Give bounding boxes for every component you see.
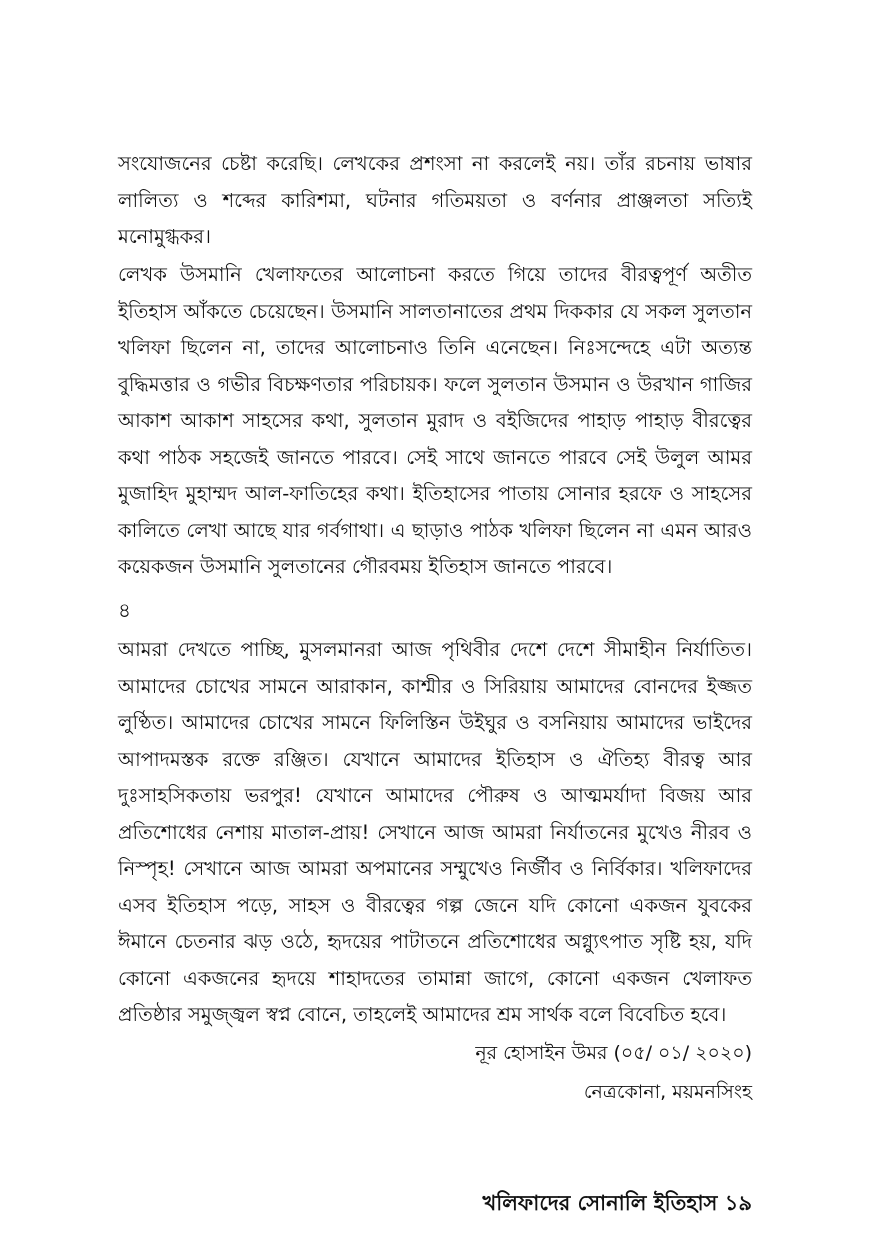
- paragraph-continuation: সংযোজনের চেষ্টা করেছি। লেখকের প্রশংসা না করলেই নয়। তাঁর রচনায় ভাষার লালিত্য ও শব্দের কারিশমা, ঘটনার গতিময়তা ও বর্ণনার প্রাঞ্জলতা সত্যিই মনোমুগ্ধকর।: [118, 152, 752, 248]
- author-signature-name-date: নূর হোসাইন উমর (০৫/ ০১/ ২০২০): [475, 1042, 752, 1064]
- paragraph-ottoman-history: লেখক উসমানি খেলাফতের আলোচনা করতে গিয়ে তাদের বীরত্বপূর্ণ অতীত ইতিহাস আঁকতে চেয়েছেন। উসমানি সালতানাতের প্রথম দিককার যে সকল সুলতান খলিফা ছিলেন না, তাদের আলোচনাও তিনি এনেছেন। নিঃসন্দেহে এটা অত্যন্ত বুদ্ধিমত্তার ও গভীর বিচক্ষণতার পরিচায়ক। ফলে সুলতান উসমান ও উরখান গাজির আকাশ আকাশ সাহসের কথা, সুলতান মুরাদ ও বইজিদের পাহাড় পাহাড় বীরত্বের কথা পাঠক সহজেই জানতে পারবে। সেই সাথে জানতে পারবে সেই উলুল আমর মুজাহিদ মুহাম্মদ আল-ফাতিহের কথা। ইতিহাসের পাতায় সোনার হরফে ও সাহসের কালিতে লেখা আছে যার গর্বগাথা। এ ছাড়াও পাঠক খলিফা ছিলেন না এমন আরও কয়েকজন উসমানি সুলতানের গৌরবময় ইতিহাস জানতে পারবে।: [118, 263, 752, 578]
- author-signature-place: নেত্রকোনা, ময়মনসিংহ: [583, 1081, 752, 1103]
- section-number: ৪: [118, 598, 131, 622]
- paragraph-muslim-plight: আমরা দেখতে পাচ্ছি, মুসলমানরা আজ পৃথিবীর দেশে দেশে সীমাহীন নির্যাতিত। আমাদের চোখের সামনে আরাকান, কাশ্মীর ও সিরিয়ায় আমাদের বোনদের ইজ্জত লুণ্ঠিত। আমাদের চোখের সামনে ফিলিস্তিন উইঘুর ও বসনিয়ায় আমাদের ভাইদের আপাদমস্তক রক্তে রঞ্জিত। যেখানে আমাদের ইতিহাস ও ঐতিহ্য বীরত্ব আর দুঃসাহসিকতায় ভরপুর! যেখানে আমাদের পৌরুষ ও আত্মমর্যাদা বিজয় আর প্রতিশোধের নেশায় মাতাল-প্রায়! সেখানে আজ আমরা নির্যাতনের মুখেও নীরব ও নিস্পৃহ! সেখানে আজ আমরা অপমানের সম্মুখেও নির্জীব ও নির্বিকার। খলিফাদের এসব ইতিহাস পড়ে, সাহস ও বীরত্বের গল্প জেনে যদি কোনো একজন যুবকের ঈমানে চেতনার ঝড় ওঠে, হৃদয়ের পাটাতনে প্রতিশোধের অগ্ন্যুৎপাত সৃষ্টি হয়, যদি কোনো একজনের হৃদয়ে শাহাদতের তামান্না জাগে, কোনো একজন খেলাফত প্রতিষ্ঠার সমুজ্জ্বল স্বপ্ন বোনে, তাহলেই আমাদের শ্রম সার্থক বলে বিবেচিত হবে।: [118, 638, 752, 1026]
- page-footer-running-title: খলিফাদের সোনালি ইতিহাস ১৯: [482, 1191, 752, 1215]
